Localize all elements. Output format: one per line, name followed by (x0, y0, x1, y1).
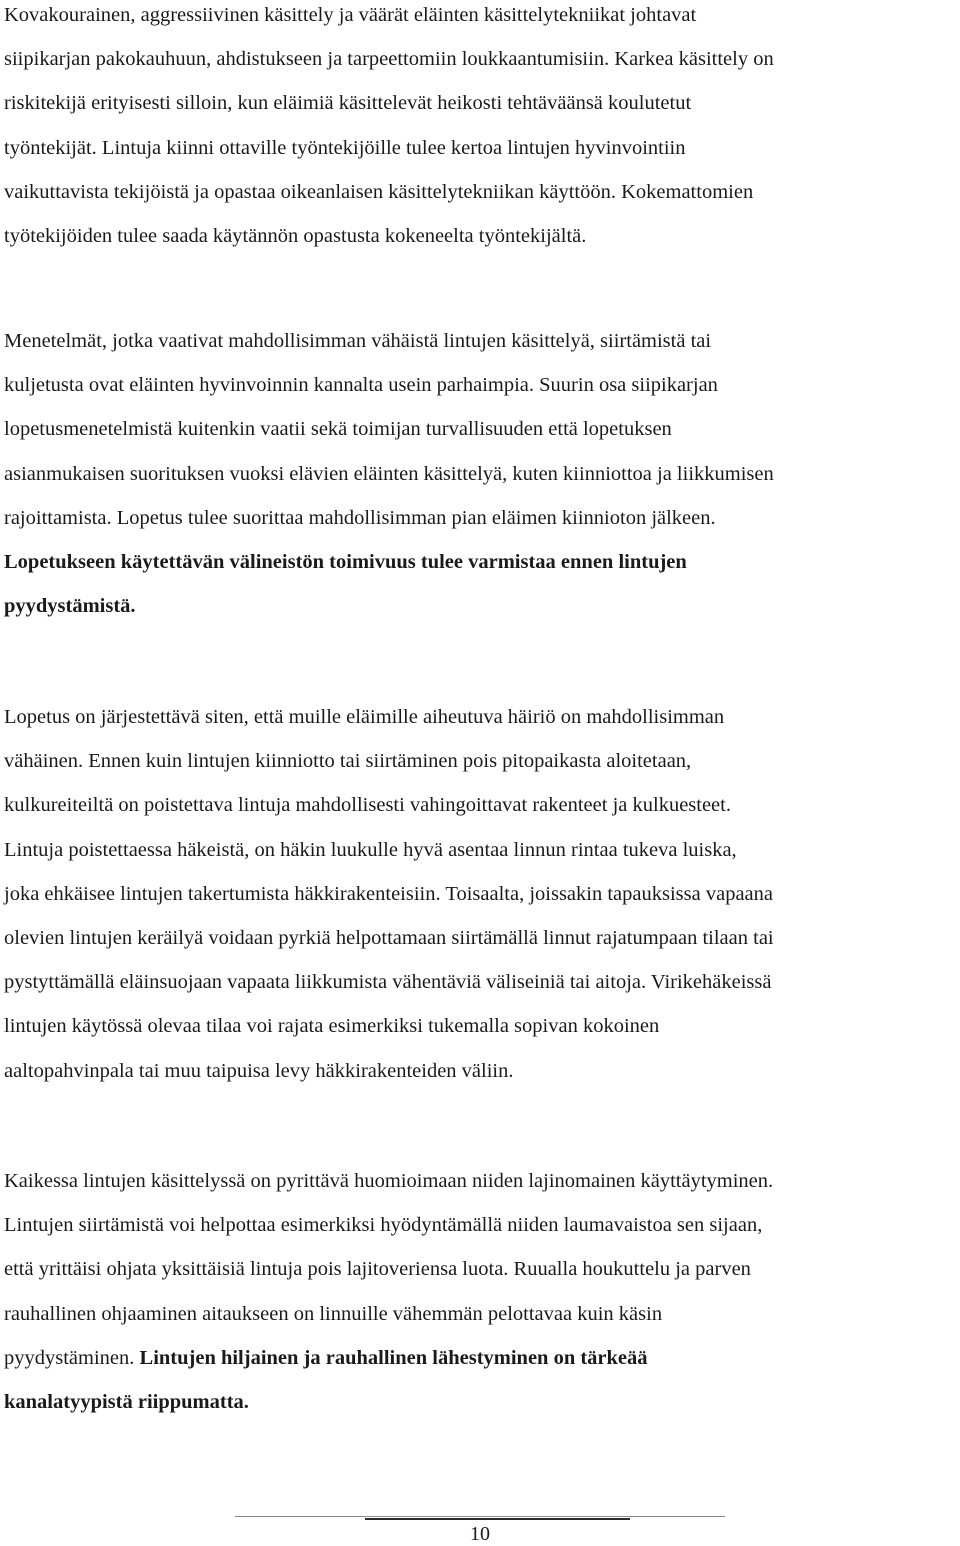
text-line (4, 1004, 774, 1048)
text-line (4, 214, 774, 258)
text-run: vähäinen. Ennen kuin lintujen kiinniotto tai siirtäminen pois pitopaikasta aloitetaan, (4, 750, 692, 773)
text-run: Kovakourainen, aggressiivinen käsittely ja väärät eläinten käsittelytekniikat johtavat (4, 4, 697, 26)
text-line (4, 1203, 773, 1247)
text-line (4, 319, 774, 363)
text-line (4, 960, 774, 1004)
text-line (4, 828, 774, 872)
text-line (4, 695, 774, 739)
text-line (4, 126, 774, 170)
text-line (4, 872, 774, 916)
bold-text-run: Lintujen hiljainen ja rauhallinen lähestyminen on tärkeää (139, 1346, 648, 1369)
text-run: kuljetusta ovat eläinten hyvinvoinnin kannalta usein parhaimpia. Suurin osa siipikarjan (4, 374, 718, 397)
text-line (4, 540, 774, 584)
paragraph-1 (4, 0, 774, 258)
text-run: riskitekijä erityisesti silloin, kun eläimiä käsittelevät heikosti tehtäväänsä koulutetut (4, 92, 692, 115)
text-run: rajoittamista. Lopetus tulee suorittaa mahdollisimman pian eläimen kiinnioton jälkeen. (4, 506, 716, 529)
text-line (4, 452, 774, 496)
text-run: lintujen käytössä olevaa tilaa voi rajata esimerkiksi tukemalla sopivan kokoinen (4, 1015, 660, 1038)
footer-rule-thick (365, 1518, 630, 1520)
text-line (4, 0, 774, 37)
text-line (4, 363, 774, 407)
text-run: pyydystäminen. (4, 1346, 140, 1369)
text-line (4, 170, 774, 214)
text-run: Menetelmät, jotka vaativat mahdollisimman vähäistä lintujen käsittelyä, siirtämistä tai (4, 330, 712, 352)
text-run: rauhallinen ohjaaminen aitaukseen on linnuille vähemmän pelottavaa kuin käsin (4, 1302, 663, 1325)
text-run: joka ehkäisee lintujen takertumista häkkirakenteisiin. Toisaalta, joissakin tapauksissa vapaana (4, 882, 773, 905)
text-run: pystyttämällä eläinsuojaan vapaata liikkumista vähentäviä väliseiniä tai aitoja. Virikehäkeissä (4, 971, 772, 994)
text-line (4, 37, 774, 81)
text-run: työtekijöiden tulee saada käytännön opastusta kokeneelta työntekijältä. (4, 225, 587, 248)
text-line (4, 1292, 773, 1336)
text-line (4, 1247, 773, 1291)
text-line (4, 1159, 773, 1203)
text-line (4, 496, 774, 540)
page-footer (0, 1500, 960, 1546)
bold-text-run: Lopetukseen käytettävän välineistön toimivuus tulee varmistaa ennen lintujen (4, 551, 687, 574)
paragraph-3 (4, 695, 774, 1093)
text-line (4, 584, 774, 628)
text-line (4, 783, 774, 827)
text-line (4, 407, 774, 451)
paragraph-4 (4, 1159, 773, 1424)
text-line (4, 916, 774, 960)
text-run: Lintuja poistettaessa häkeistä, on häkin luukulle hyvä asentaa linnun rintaa tukeva luiska, (4, 838, 737, 861)
text-run: kulkureiteiltä on poistettava lintuja mahdollisesti vahingoittavat rakenteet ja kulkuesteet. (4, 794, 731, 817)
text-run: aaltopahvinpala tai muu taipuisa levy häkkirakenteiden väliin. (4, 1059, 514, 1082)
text-line (4, 1049, 774, 1093)
text-run: asianmukaisen suorituksen vuoksi elävien eläinten käsittelyä, kuten kiinniottoa ja liikkumisen (4, 462, 774, 485)
text-line (4, 1380, 773, 1424)
paragraph-2 (4, 319, 774, 628)
text-line (4, 1336, 773, 1380)
text-run: vaikuttavista tekijöistä ja opastaa oikeanlaisen käsittelytekniikan käyttöön. Kokemattomien (4, 180, 754, 203)
text-line (4, 739, 774, 783)
text-run: olevien lintujen keräilyä voidaan pyrkiä helpottamaan siirtämällä linnut rajatumpaan tilaan tai (4, 927, 774, 950)
text-run: siipikarjan pakokauhuun, ahdistukseen ja tarpeettomiin loukkaantumisiin. Karkea käsittely on (4, 48, 774, 71)
text-run: Lintujen siirtämistä voi helpottaa esimerkiksi hyödyntämällä niiden laumavaistoa sen sijaan, (4, 1214, 763, 1237)
bold-text-run: kanalatyypistä riippumatta. (4, 1391, 249, 1414)
bold-text-run: pyydystämistä. (4, 595, 136, 618)
text-run: lopetusmenetelmistä kuitenkin vaatii sekä toimijan turvallisuuden että lopetuksen (4, 418, 672, 441)
text-line (4, 81, 774, 125)
text-run: työntekijät. Lintuja kiinni ottaville työntekijöille tulee kertoa lintujen hyvinvointiin (4, 136, 686, 159)
page-number: 10 (470, 1523, 490, 1545)
footer-rule (235, 1516, 725, 1517)
text-run: että yrittäisi ohjata yksittäisiä lintuja pois lajitoveriensa luota. Ruualla houkuttelu ja parven (4, 1258, 751, 1281)
text-run: Lopetus on järjestettävä siten, että muille eläimille aiheutuva häiriö on mahdollisimman (4, 706, 725, 728)
text-run: Kaikessa lintujen käsittelyssä on pyrittävä huomioimaan niiden lajinomainen käyttäytyminen. (4, 1170, 774, 1192)
